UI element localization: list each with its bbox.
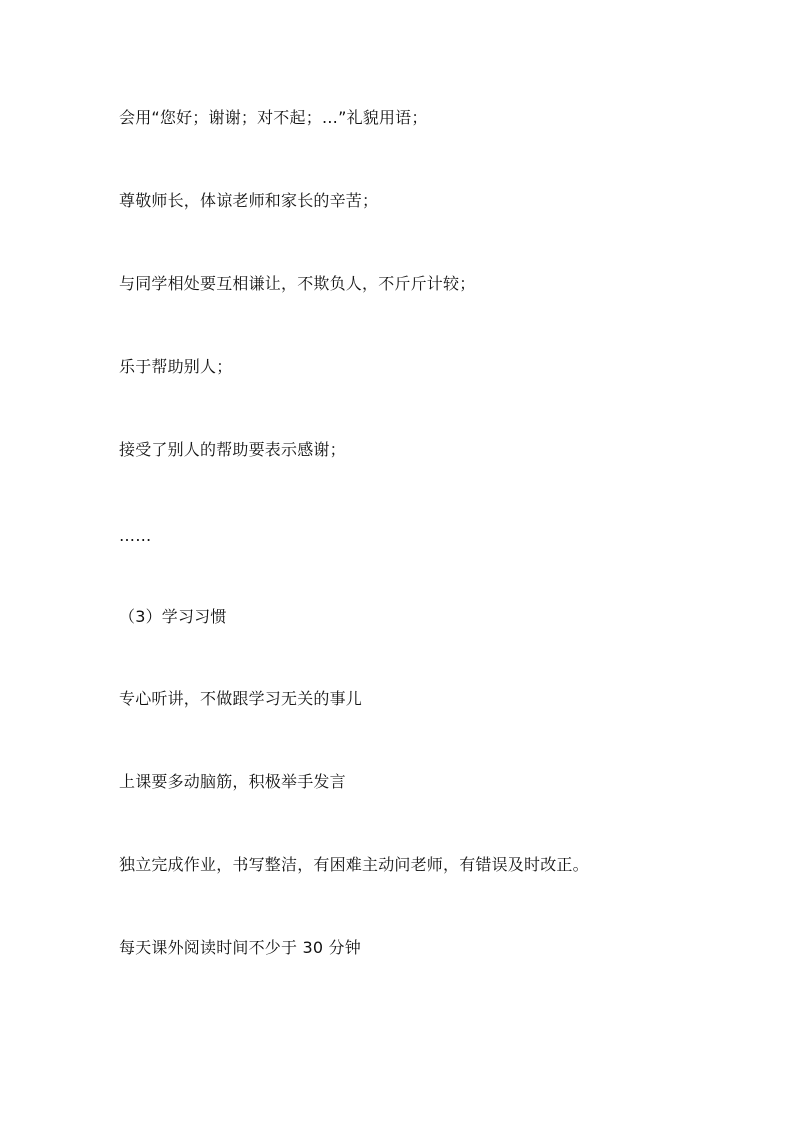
help-others-line: 乐于帮助别人；	[119, 357, 233, 376]
classmates-line: 与同学相处要互相谦让，不欺负人，不斤斤计较；	[119, 274, 476, 293]
respect-teachers-line: 尊敬师长，体谅老师和家长的辛苦；	[119, 191, 379, 210]
active-thinking-line: 上课要多动脑筋，积极举手发言	[119, 772, 346, 791]
polite-language-line: 会用“您好；谢谢；对不起；…”礼貌用语；	[119, 108, 428, 127]
ellipsis-line: ……	[119, 526, 152, 545]
thanks-line: 接受了别人的帮助要表示感谢；	[119, 440, 346, 459]
listen-attentively-line: 专心听讲，不做跟学习无关的事儿	[119, 689, 363, 708]
section-heading-study-habits: （3）学习习惯	[119, 607, 227, 626]
homework-line: 独立完成作业，书写整洁，有困难主动问老师，有错误及时改正。	[119, 855, 589, 874]
reading-time-line: 每天课外阅读时间不少于 30 分钟	[119, 938, 361, 957]
